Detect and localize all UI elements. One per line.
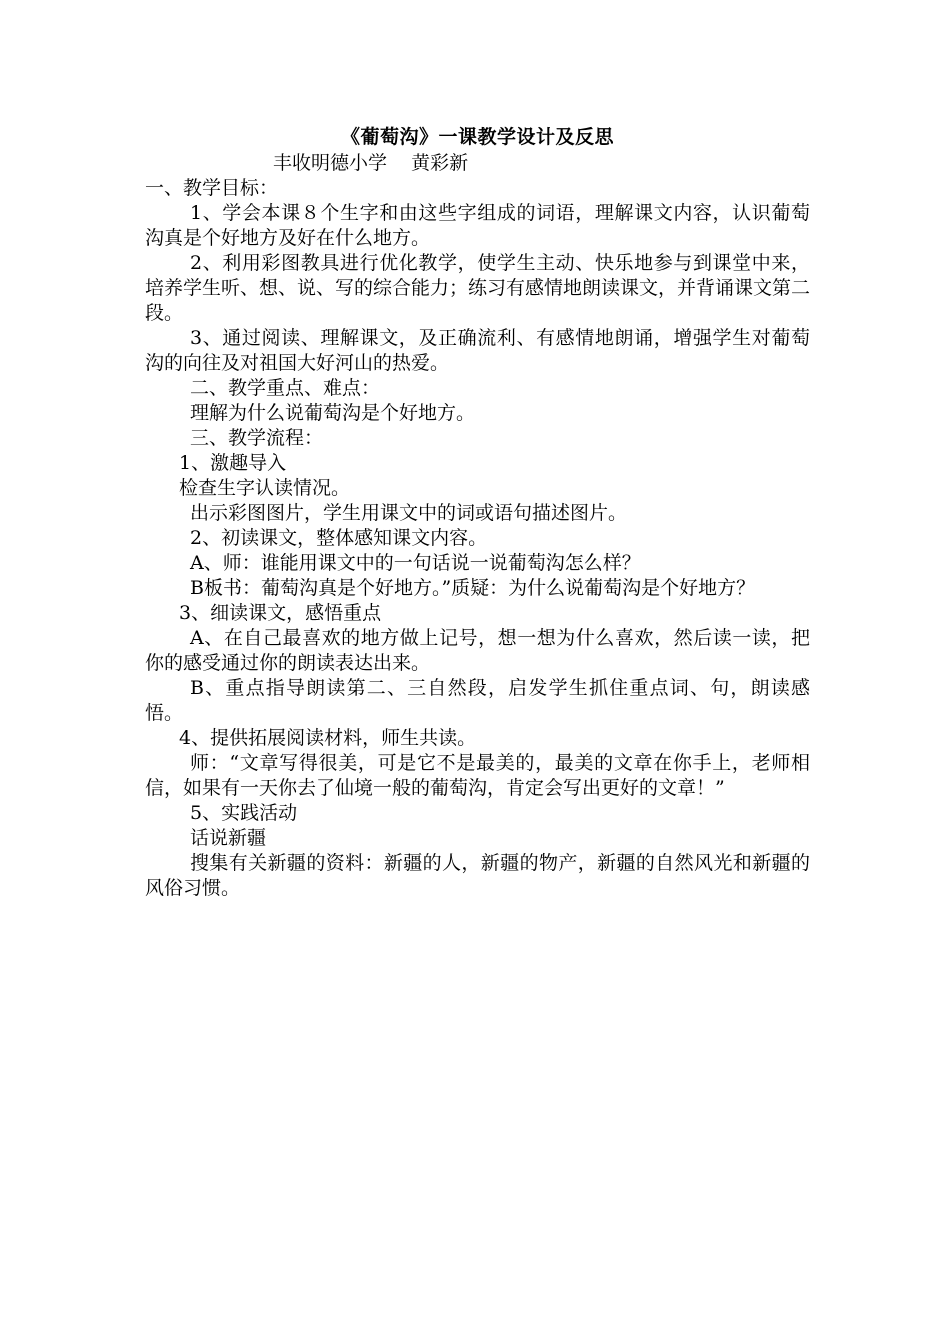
section-heading-key-points: 二、教学重点、难点：: [190, 377, 381, 399]
process-step-1-line-2: 出示彩图图片，学生用课文中的词或语句描述图片。: [190, 502, 628, 524]
process-step-2-heading: 2、初读课文，整体感知课文内容。: [190, 527, 488, 549]
author-byline: 丰收明德小学 黄彩新: [273, 152, 469, 174]
process-step-5-heading: 5、实践活动: [190, 802, 298, 824]
objective-paragraph-3: 3、通过阅读、理解课文，及正确流利、有感情地朗诵，增强学生对葡萄沟的向往及对祖国大好河山的热爱。: [145, 327, 810, 374]
process-step-4-quote: 师：“文章写得很美，可是它不是最美的，最美的文章在你手上，老师相信，如果有一天你去了仙境一般的葡萄沟，肯定会写出更好的文章！”: [145, 752, 810, 799]
process-step-5-subheading: 话说新疆: [190, 827, 267, 849]
process-step-2-line-a: A、师：谁能用课文中的一句话说一说葡萄沟怎么样？: [190, 552, 641, 574]
process-step-2-line-b: B板书：葡萄沟真是个好地方。”质疑：为什么说葡萄沟是个好地方？: [190, 577, 756, 599]
process-step-3-heading: 3、细读课文，感悟重点: [179, 602, 382, 624]
objective-paragraph-1: 1、学会本课８个生字和由这些字组成的词语，理解课文内容，认识葡萄沟真是个好地方及好在什么地方。: [145, 202, 810, 249]
section-heading-objectives: 一、教学目标：: [145, 177, 279, 199]
process-step-3-line-a: A、在自己最喜欢的地方做上记号，想一想为什么喜欢，然后读一读，把你的感受通过你的朗读表达出来。: [145, 627, 810, 674]
section-heading-process: 三、教学流程：: [190, 427, 324, 449]
process-step-3-line-b: B、重点指导朗读第二、三自然段，启发学生抓住重点词、句，朗读感悟。: [145, 677, 810, 724]
objective-paragraph-2: 2、利用彩图教具进行优化教学，使学生主动、快乐地参与到课堂中来，培养学生听、想、说、写的综合能力；练习有感情地朗读课文，并背诵课文第二段。: [145, 252, 811, 324]
process-step-5-line: 搜集有关新疆的资料：新疆的人，新疆的物产，新疆的自然风光和新疆的风俗习惯。: [145, 852, 810, 899]
process-step-4-heading: 4、提供拓展阅读材料，师生共读。: [179, 727, 477, 749]
key-points-paragraph: 理解为什么说葡萄沟是个好地方。: [190, 402, 476, 424]
process-step-1-heading: 1、激趣导入: [179, 452, 287, 474]
document-body: [145, 123, 810, 901]
document-title: 《葡萄沟》一课教学设计及反思: [340, 126, 614, 148]
process-step-1-line-1: 检查生字认读情况。: [179, 477, 351, 499]
